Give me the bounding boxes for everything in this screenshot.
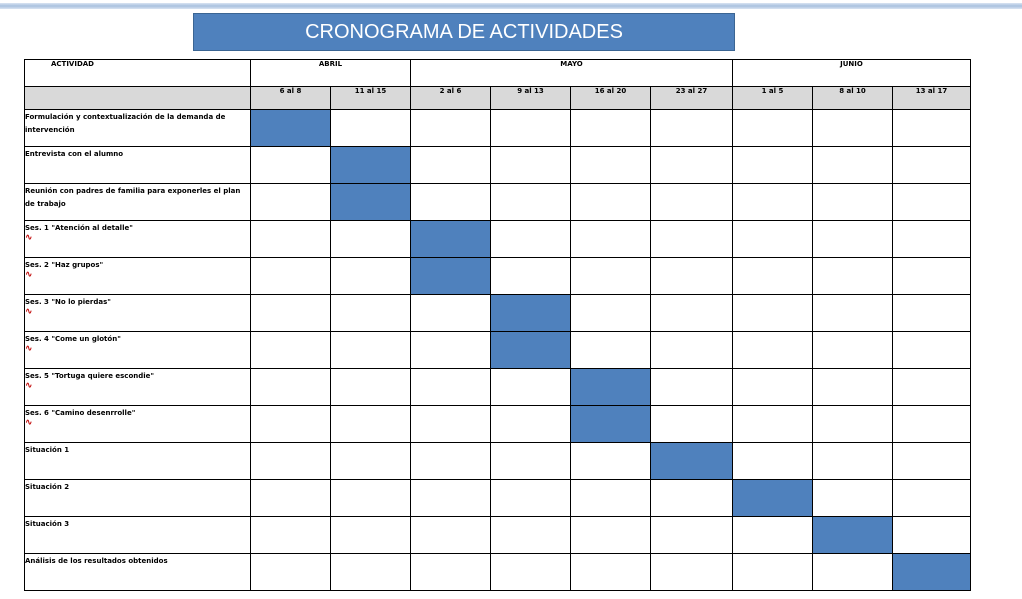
schedule-bar [411,258,491,295]
schedule-cell [813,295,893,332]
activity-label-text: Análisis de los resultados obtenidos [25,557,168,565]
schedule-cell [651,147,733,184]
schedule-cell [733,258,813,295]
activity-label [25,295,251,332]
schedule-cell [331,258,411,295]
schedule-cell [491,480,571,517]
schedule-cell [411,406,491,443]
schedule-cell [571,517,651,554]
schedule-cell [893,332,971,369]
spellcheck-squiggle: ∿ [25,307,33,317]
week-header-row [25,87,971,110]
schedule-cell [411,110,491,147]
activity-label-text: Entrevista con el alumno [25,150,124,158]
schedule-cell [893,295,971,332]
schedule-cell [893,406,971,443]
schedule-cell [251,258,331,295]
activity-label-text: Situación 3 [25,520,70,528]
schedule-cell [893,184,971,221]
schedule-cell [733,406,813,443]
activity-row [25,517,971,554]
schedule-cell [251,480,331,517]
activity-label [25,554,251,591]
schedule-cell [491,443,571,480]
month-header: ABRIL [251,60,411,87]
week-header: 11 al 15 [331,87,411,110]
activity-label-text: Ses. 1 "Atención al detalle" [25,224,133,232]
activity-label-text: Ses. 4 "Come un glotón" [25,335,121,343]
schedule-cell [733,147,813,184]
schedule-cell [813,480,893,517]
schedule-cell [251,295,331,332]
schedule-cell [571,147,651,184]
schedule-cell [571,110,651,147]
activity-label [25,258,251,295]
activity-label [25,480,251,517]
activity-row [25,184,971,221]
schedule-cell [491,147,571,184]
schedule-cell [331,517,411,554]
schedule-bar [491,295,571,332]
schedule-cell [251,517,331,554]
activity-row [25,258,971,295]
activity-row [25,554,971,591]
activity-label-text: Formulación y contextualización de la demanda de intervención [25,113,226,134]
schedule-cell [733,443,813,480]
schedule-cell [251,332,331,369]
activity-column-header: ACTIVIDAD [25,60,251,87]
schedule-cell [813,258,893,295]
page-title: CRONOGRAMA DE ACTIVIDADES [193,13,735,51]
schedule-cell [411,147,491,184]
schedule-cell [651,221,733,258]
schedule-cell [251,406,331,443]
schedule-cell [893,369,971,406]
schedule-cell [651,517,733,554]
schedule-cell [893,110,971,147]
schedule-cell [813,443,893,480]
schedule-cell [813,221,893,258]
schedule-cell [651,295,733,332]
schedule-cell [491,369,571,406]
schedule-cell [411,369,491,406]
activity-row [25,406,971,443]
schedule-cell [251,554,331,591]
week-header-blank [25,87,251,110]
activity-label-text: Ses. 2 "Haz grupos" [25,261,104,269]
schedule-bar [571,369,651,406]
schedule-cell [331,221,411,258]
schedule-cell [813,554,893,591]
schedule-cell [733,295,813,332]
activity-label-text: Ses. 5 "Tortuga quiere escondie" [25,372,155,380]
schedule-cell [411,443,491,480]
week-header: 9 al 13 [491,87,571,110]
schedule-bar [331,147,411,184]
schedule-cell [331,443,411,480]
schedule-bar [733,480,813,517]
schedule-cell [491,184,571,221]
schedule-cell [651,554,733,591]
schedule-cell [571,443,651,480]
schedule-bar [571,406,651,443]
schedule-cell [813,332,893,369]
schedule-cell [893,480,971,517]
schedule-cell [331,332,411,369]
week-header: 8 al 10 [813,87,893,110]
schedule-cell [411,184,491,221]
schedule-cell [733,221,813,258]
month-header: JUNIO [733,60,971,87]
activity-row [25,295,971,332]
schedule-bar [411,221,491,258]
activity-label-text: Situación 2 [25,483,70,491]
schedule-cell [331,406,411,443]
activity-label-text: Ses. 6 "Camino desenrrolle" [25,409,136,417]
schedule-cell [893,258,971,295]
schedule-cell [571,184,651,221]
week-header: 13 al 17 [893,87,971,110]
activity-label [25,110,251,147]
week-header: 6 al 8 [251,87,331,110]
schedule-cell [331,554,411,591]
schedule-cell [893,221,971,258]
schedule-cell [651,184,733,221]
week-header: 1 al 5 [733,87,813,110]
schedule-cell [571,295,651,332]
spellcheck-squiggle: ∿ [25,381,33,391]
month-header-row [25,60,971,87]
schedule-cell [893,517,971,554]
schedule-cell [331,369,411,406]
week-header: 23 al 27 [651,87,733,110]
activity-row [25,443,971,480]
activity-row [25,221,971,258]
schedule-cell [651,258,733,295]
schedule-cell [411,295,491,332]
schedule-bar [491,332,571,369]
schedule-cell [733,369,813,406]
activity-label [25,147,251,184]
schedule-bar [813,517,893,554]
spellcheck-squiggle: ∿ [25,233,33,243]
activity-row [25,332,971,369]
schedule-cell [651,369,733,406]
schedule-cell [571,332,651,369]
schedule-cell [651,480,733,517]
schedule-cell [893,147,971,184]
activity-label-text: Situación 1 [25,446,70,454]
activity-label [25,517,251,554]
schedule-cell [813,406,893,443]
schedule-cell [491,110,571,147]
schedule-cell [411,517,491,554]
schedule-cell [651,406,733,443]
month-header: MAYO [411,60,733,87]
schedule-bar [651,443,733,480]
schedule-cell [733,184,813,221]
top-accent-line [0,3,1022,9]
schedule-cell [251,184,331,221]
schedule-cell [251,443,331,480]
schedule-cell [893,443,971,480]
schedule-cell [813,110,893,147]
activity-label-text: Ses. 3 "No lo pierdas" [25,298,111,306]
schedule-cell [491,258,571,295]
activity-label [25,221,251,258]
schedule-cell [571,480,651,517]
activity-label [25,443,251,480]
activity-label [25,184,251,221]
spellcheck-squiggle: ∿ [25,344,33,354]
schedule-cell [411,554,491,591]
schedule-cell [733,517,813,554]
schedule-cell [251,147,331,184]
spellcheck-squiggle: ∿ [25,418,33,428]
schedule-cell [571,258,651,295]
week-header: 2 al 6 [411,87,491,110]
activity-row [25,369,971,406]
spellcheck-squiggle: ∿ [25,270,33,280]
schedule-cell [411,480,491,517]
schedule-cell [813,147,893,184]
schedule-bar [331,184,411,221]
schedule-cell [411,332,491,369]
schedule-cell [571,554,651,591]
activity-label [25,369,251,406]
schedule-cell [331,295,411,332]
schedule-cell [491,554,571,591]
activity-label [25,332,251,369]
schedule-cell [651,110,733,147]
schedule-cell [733,332,813,369]
activity-row [25,110,971,147]
activity-row [25,147,971,184]
schedule-bar [251,110,331,147]
schedule-cell [813,369,893,406]
schedule-cell [491,221,571,258]
schedule-cell [733,110,813,147]
schedule-table [24,59,971,591]
schedule-cell [813,184,893,221]
schedule-cell [733,554,813,591]
schedule-cell [651,332,733,369]
schedule-cell [331,480,411,517]
schedule-cell [251,221,331,258]
week-header: 16 al 20 [571,87,651,110]
schedule-cell [331,110,411,147]
schedule-cell [251,369,331,406]
schedule-bar [893,554,971,591]
activity-label-text: Reunión con padres de familia para exponerles el plan de trabajo [25,187,241,208]
schedule-cell [571,221,651,258]
schedule-cell [491,406,571,443]
activity-row [25,480,971,517]
activity-label [25,406,251,443]
schedule-cell [491,517,571,554]
